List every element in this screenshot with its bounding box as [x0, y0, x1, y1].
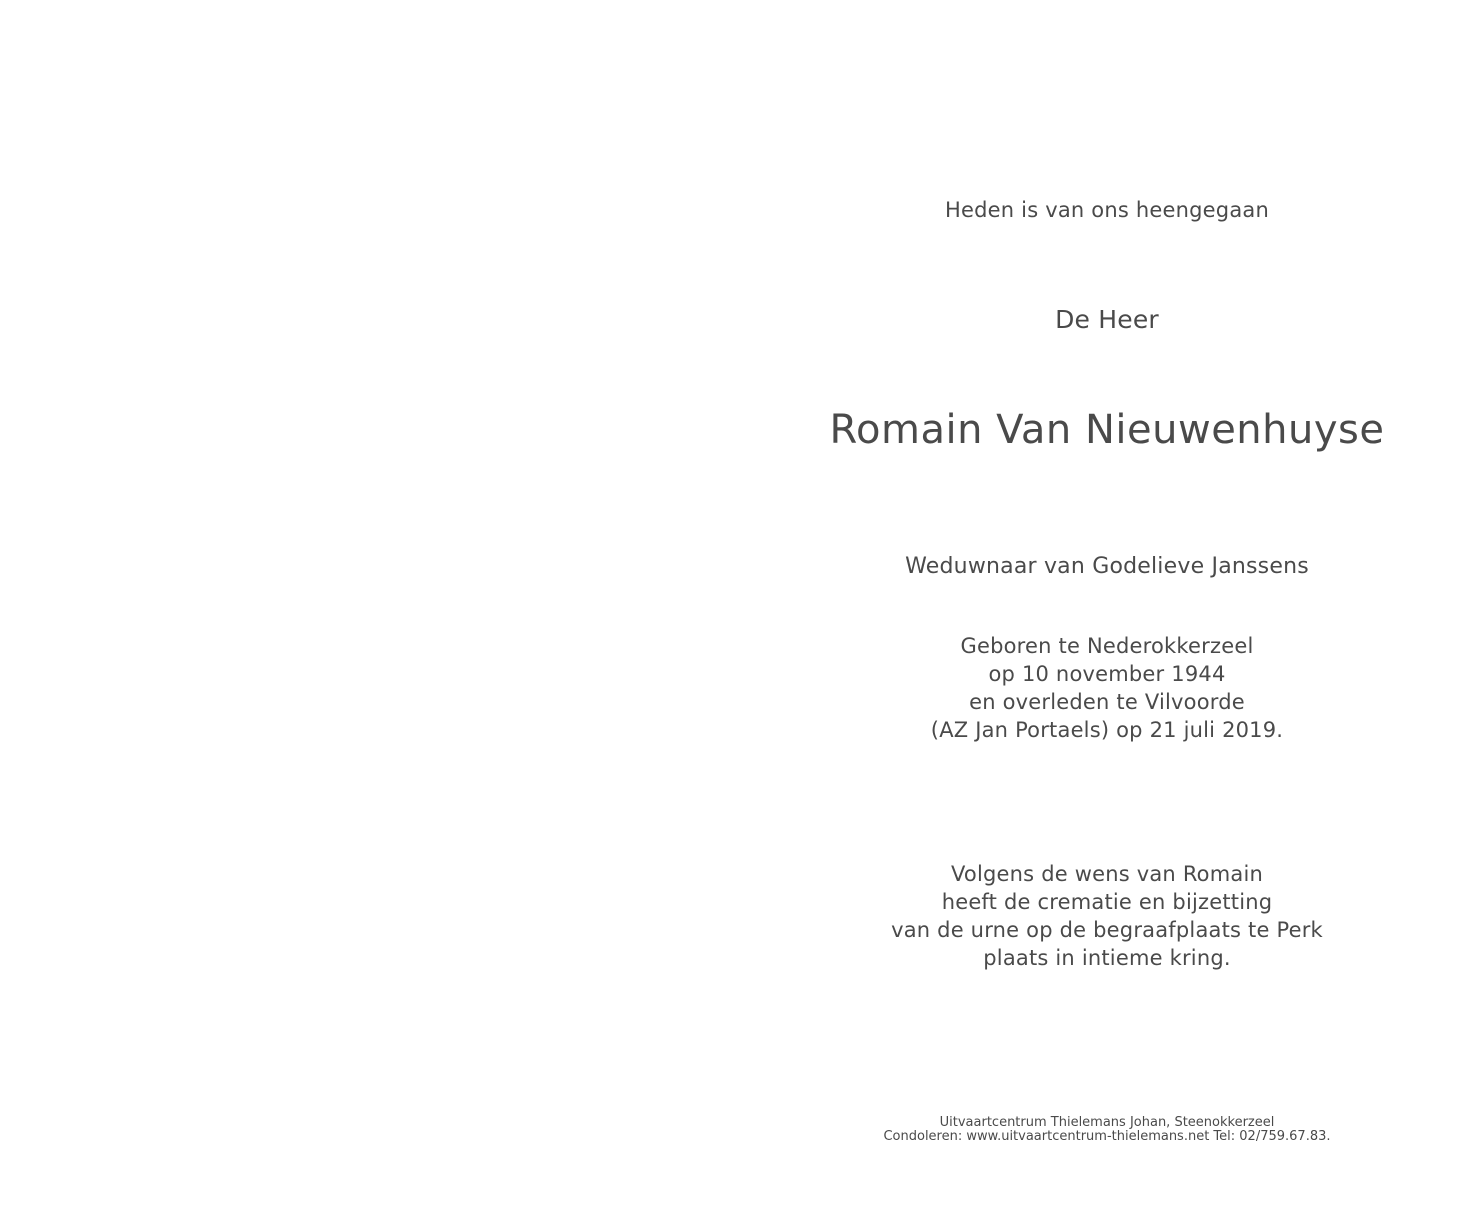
birth-death-block — [738, 632, 1476, 744]
obituary-page — [738, 0, 1476, 1214]
wish-line: heeft de crematie en bijzetting — [941, 890, 1273, 914]
wish-line: van de urne op de begraafplaats te Perk — [891, 918, 1323, 942]
deceased-name: Romain Van Nieuwenhuyse — [829, 407, 1385, 453]
intro-text: Heden is van ons heengegaan — [945, 198, 1269, 222]
spouse-text: Weduwnaar van Godelieve Janssens — [905, 554, 1309, 579]
wish-line: plaats in intieme kring. — [983, 946, 1231, 970]
death-place-line: en overleden te Vilvoorde — [969, 690, 1245, 714]
wish-line: Volgens de wens van Romain — [951, 862, 1263, 886]
wish-block — [738, 860, 1476, 972]
funeral-home-name: Uitvaartcentrum Thielemans Johan, Steenokkerzeel — [939, 1115, 1275, 1130]
birth-date-line: op 10 november 1944 — [988, 662, 1226, 686]
honorific-title: De Heer — [1055, 305, 1159, 334]
birth-line: Geboren te Nederokkerzeel — [960, 634, 1254, 658]
funeral-home-footer — [738, 1116, 1476, 1144]
death-date-line: (AZ Jan Portaels) op 21 juli 2019. — [930, 718, 1284, 742]
condolence-contact: Condoleren: www.uitvaartcentrum-thielemans.net Tel: 02/759.67.83. — [883, 1129, 1331, 1144]
